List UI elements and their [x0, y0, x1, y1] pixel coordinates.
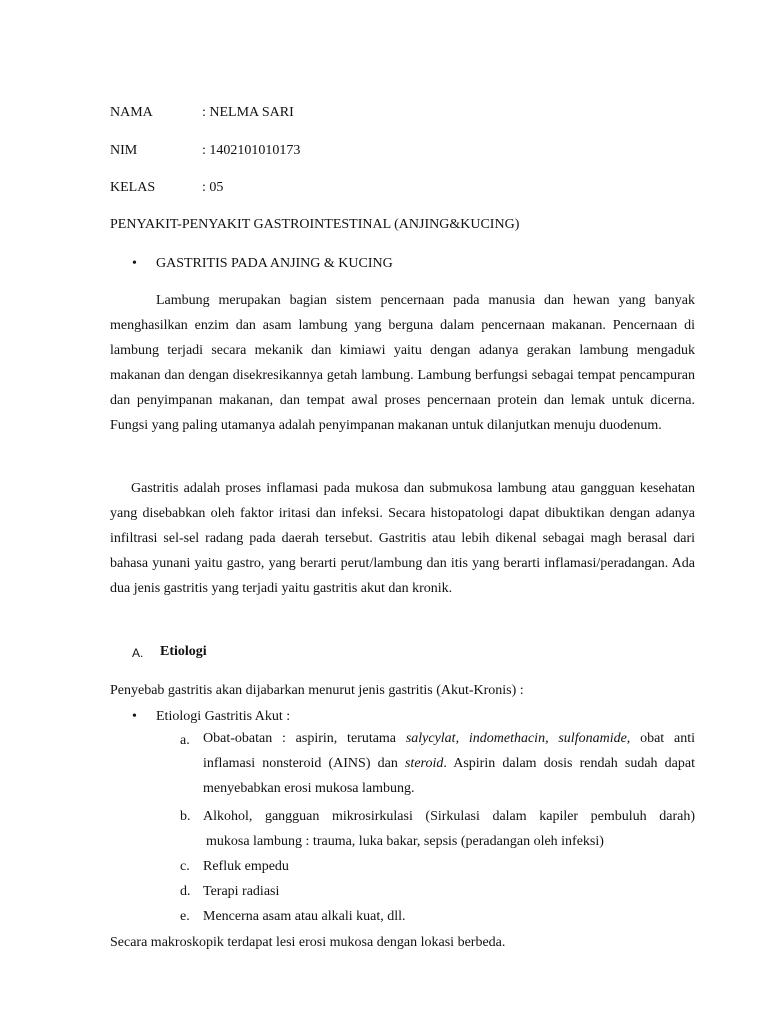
sub-heading-akut: Etiologi Gastritis Akut : [156, 709, 291, 724]
list-item-text: mukosa lambung : trauma, luka bakar, sepsis (peradangan oleh infeksi) [206, 834, 604, 849]
section-heading-etiologi: Etiologi [160, 644, 207, 659]
document-title: PENYAKIT-PENYAKIT GASTROINTESTINAL (ANJING&KUCING) [110, 217, 520, 232]
list-item-text: . Aspirin dalam dosis rendah sudah dapat menyebabkan erosi mukosa lambung. [203, 756, 695, 796]
list-item-text: Mencerna asam atau alkali kuat, dll. [203, 909, 406, 924]
etiologi-intro: Penyebab gastritis akan dijabarkan menurut jenis gastritis (Akut-Kronis) : [110, 683, 524, 698]
list-item-text: Refluk empedu [203, 859, 289, 874]
list-item-italic: steroid [404, 756, 444, 771]
nim-value: : 1402101010173 [202, 143, 301, 158]
nama-label: NAMA [110, 105, 153, 120]
list-item-marker: d. [180, 884, 191, 899]
list-item-marker: c. [180, 859, 190, 874]
section-marker-a: A. [132, 646, 144, 660]
closing-sentence: Secara makroskopik terdapat lesi erosi mukosa dengan lokasi berbeda. [110, 935, 506, 950]
paragraph-lambung: Lambung merupakan bagian sistem pencernaan pada manusia dan hewan yang banyak menghasilkan enzim dan asam lambung yang berguna dalam pencernaan makanan. Pencernaan di lambung terjadi secara mekanik dan kimiawi yaitu dengan adanya gerakan lambung mengaduk makanan dan dengan disekresikannya getah lambung. Lambung berfungsi sebagai tempat pencampuran dan penyimpanan makanan, dan tempat awal proses pencernaan protein dan lemak untuk dicerna. Fungsi yang paling utamanya adalah penyimpanan makanan untuk dilanjutkan menuju duodenum. [110, 293, 695, 433]
list-item-marker: a. [180, 733, 190, 748]
list-item-text: Terapi radiasi [203, 884, 280, 899]
nim-label: NIM [110, 143, 138, 158]
bullet-icon: • [132, 256, 137, 271]
kelas-value: : 05 [202, 180, 224, 195]
nama-value: : NELMA SARI [202, 105, 294, 120]
list-item [203, 726, 695, 801]
list-item-italic: salycylat, indomethacin, sulfonamide [405, 731, 627, 746]
list-item-text: , obat anti inflamasi nonsteroid (AINS) dan [203, 731, 695, 771]
list-item-marker: b. [180, 809, 191, 824]
section-heading-gastritis: GASTRITIS PADA ANJING & KUCING [156, 256, 393, 271]
kelas-label: KELAS [110, 180, 156, 195]
list-item-text: Alkohol, gangguan mikrosirkulasi (Sirkulasi dalam kapiler pembuluh darah) [203, 809, 695, 824]
list-item-marker: e. [180, 909, 190, 924]
paragraph-gastritis: Gastritis adalah proses inflamasi pada mukosa dan submukosa lambung atau gangguan kesehatan yang disebabkan oleh faktor iritasi dan infeksi. Secara histopatologi dapat dibuktikan dengan adanya infiltrasi sel-sel radang pada daerah tersebut. Gastritis atau lebih dikenal sebagai magh berasal dari bahasa yunani yaitu gastro, yang berarti perut/lambung dan itis yang berarti inflamasi/peradangan. Ada dua jenis gastritis yang terjadi yaitu gastritis akut dan kronik. [110, 481, 695, 596]
list-item-text: Obat-obatan : aspirin, terutama [203, 731, 406, 746]
bullet-icon: • [132, 709, 137, 724]
